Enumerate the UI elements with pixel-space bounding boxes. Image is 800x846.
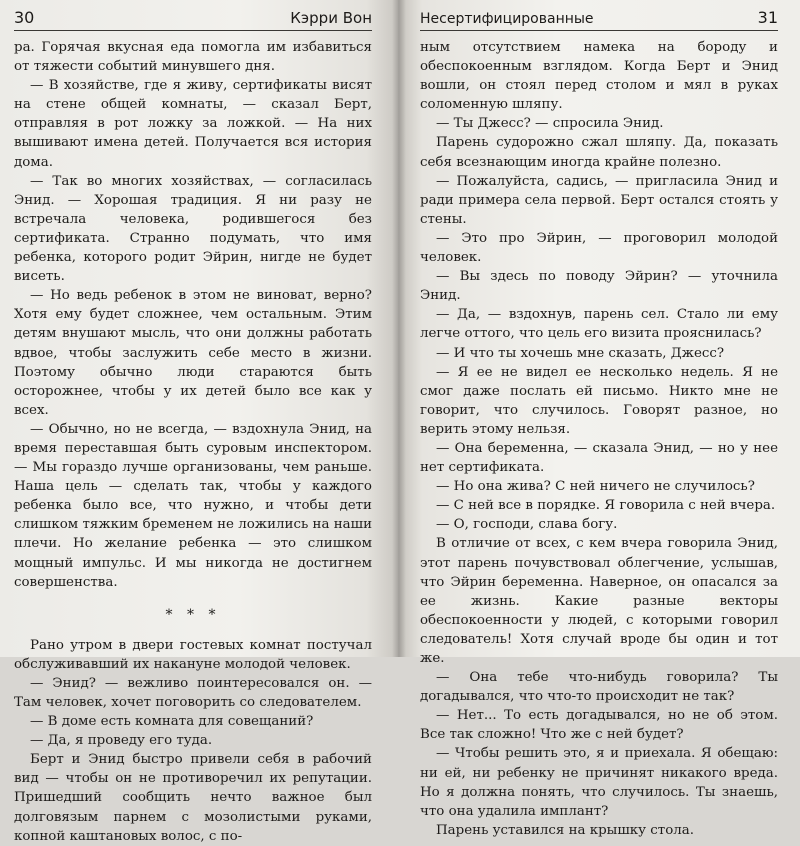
paragraph: Парень уставился на крышку стола. bbox=[436, 822, 695, 838]
paragraph: ным отсутствием намека на бороду и обеспокоенным взглядом. Когда Берт и Энид вошли, он стоял перед столом и мял в руках соломенную шляпу. bbox=[420, 40, 778, 113]
paragraph: — Да, — вздохнув, парень сел. Стало ли ему легче оттого, что цель его визита прояснилась? bbox=[420, 307, 778, 342]
left-running-head bbox=[14, 8, 372, 31]
left-page-number: 30 bbox=[14, 8, 35, 27]
paragraph: В отличие от всех, с кем вчера говорила Энид, этот парень почувствовал облегчение, услышав, что Эйрин беременна. Наверное, он опасался за ее жизнь. Какие разные векторы обеспокоенности у людей, с которыми говорил следователь! Хотя случай вроде бы один и тот же. bbox=[420, 536, 778, 666]
paragraph: — Обычно, но не всегда, — вздохнула Энид, на время переставшая быть суровым инспектором. — Мы гораздо лучше организованы, чем раньше. Наша цель — сделать так, чтобы у каждого ребенка было все, что нужно, и чтобы дети слишком тяжким бременем не ложились на наши плечи. Но желание ребенка — это слишком мощный импульс. И мы никогда не достигнем совершенства. bbox=[14, 421, 372, 590]
section-break: * * * bbox=[165, 606, 221, 623]
paragraph: — Ты Джесс? — спросила Энид. bbox=[436, 116, 664, 132]
right-title-header: Несертифицированные bbox=[420, 11, 594, 27]
paragraph: — Да, я проведу его туда. bbox=[30, 733, 213, 749]
paragraph: — Пожалуйста, садись, — пригласила Энид и ради примера села первой. Берт остался стоять у стены. bbox=[420, 173, 778, 227]
paragraph: — Так во многих хозяйствах, — согласилась Энид. — Хорошая традиция. Я ни разу не встречала человека, родившегося без сертификата. Странно подумать, что имя ребенка, которого родит Эйрин, нигде не будет висеть. bbox=[14, 173, 372, 285]
paragraph: ра. Горячая вкусная еда помогла им избавиться от тяжести событий минувшего дня. bbox=[14, 40, 372, 75]
paragraph: — О, господи, слава богу. bbox=[436, 517, 618, 533]
paragraph: — С ней все в порядке. Я говорила с ней вчера. bbox=[436, 498, 776, 514]
paragraph: — Это про Эйрин, — проговорил молодой человек. bbox=[420, 230, 778, 266]
paragraph: — Энид? — вежливо поинтересовался он. — Там человек, хочет поговорить со следователем. bbox=[14, 675, 372, 710]
right-page-text bbox=[420, 38, 778, 840]
paragraph: — Вы здесь по поводу Эйрин? — уточнила Энид. bbox=[420, 269, 778, 304]
paragraph: — В доме есть комната для совещаний? bbox=[30, 714, 314, 730]
book-gutter bbox=[392, 0, 406, 657]
right-running-head bbox=[420, 8, 778, 31]
right-page bbox=[398, 0, 800, 838]
paragraph: — Но ведь ребенок в этом не виноват, верно? Хотя ему будет сложнее, чем остальным. Этим детям внушают мысль, что они должны работать вдвое, чтобы заслужить себе место в жизни. Поэтому обычно люди стараются быть осторожнее, чтобы у их детей было все как у всех. bbox=[14, 288, 372, 418]
paragraph: — Она беременна, — сказала Энид, — но у нее нет сертификата. bbox=[420, 440, 778, 476]
paragraph: — Нет... То есть догадывался, но не об этом. Все так сложно! Что же с ней будет? bbox=[420, 708, 778, 743]
paragraph: Берт и Энид быстро привели себя в рабочий вид — чтобы он не противоречил их репутации. Пришедший сообщить нечто важное был долговязым парнем с мозолистыми руками, копной каштановых волос, с по- bbox=[14, 752, 372, 844]
paragraph: — И что ты хочешь мне сказать, Джесс? bbox=[436, 345, 725, 361]
left-author-header: Кэрри Вон bbox=[290, 9, 372, 27]
paragraph: Рано утром в двери гостевых комнат постучал обслуживавший их накануне молодой человек. bbox=[14, 637, 372, 672]
right-page-number: 31 bbox=[757, 8, 778, 27]
left-page bbox=[0, 0, 398, 844]
paragraph: — Она тебе что-нибудь говорила? Ты догадывался, что что-то происходит не так? bbox=[420, 670, 778, 705]
left-page-text bbox=[14, 38, 372, 846]
paragraph: — Я ее не видел ее несколько недель. Я не смог даже послать ей письмо. Никто мне не говорит, что случилось. Говорят разное, но верить этому нельзя. bbox=[420, 364, 778, 437]
paragraph: Парень судорожно сжал шляпу. Да, показать себя всезнающим иногда крайне полезно. bbox=[420, 135, 778, 170]
paragraph: — Но она жива? С ней ничего не случилось? bbox=[436, 479, 755, 495]
paragraph: — В хозяйстве, где я живу, сертификаты висят на стене общей комнаты, — сказал Берт, отправляя в рот ложку за ложкой. — На них вышивают имена детей. Получается вся история дома. bbox=[14, 78, 372, 170]
paragraph: — Чтобы решить это, я и приехала. Я обещаю: ни ей, ни ребенку не причинят никакого вреда. Но я должна понять, что случилось. Ты знаешь, что она удалила имплант? bbox=[420, 746, 778, 819]
